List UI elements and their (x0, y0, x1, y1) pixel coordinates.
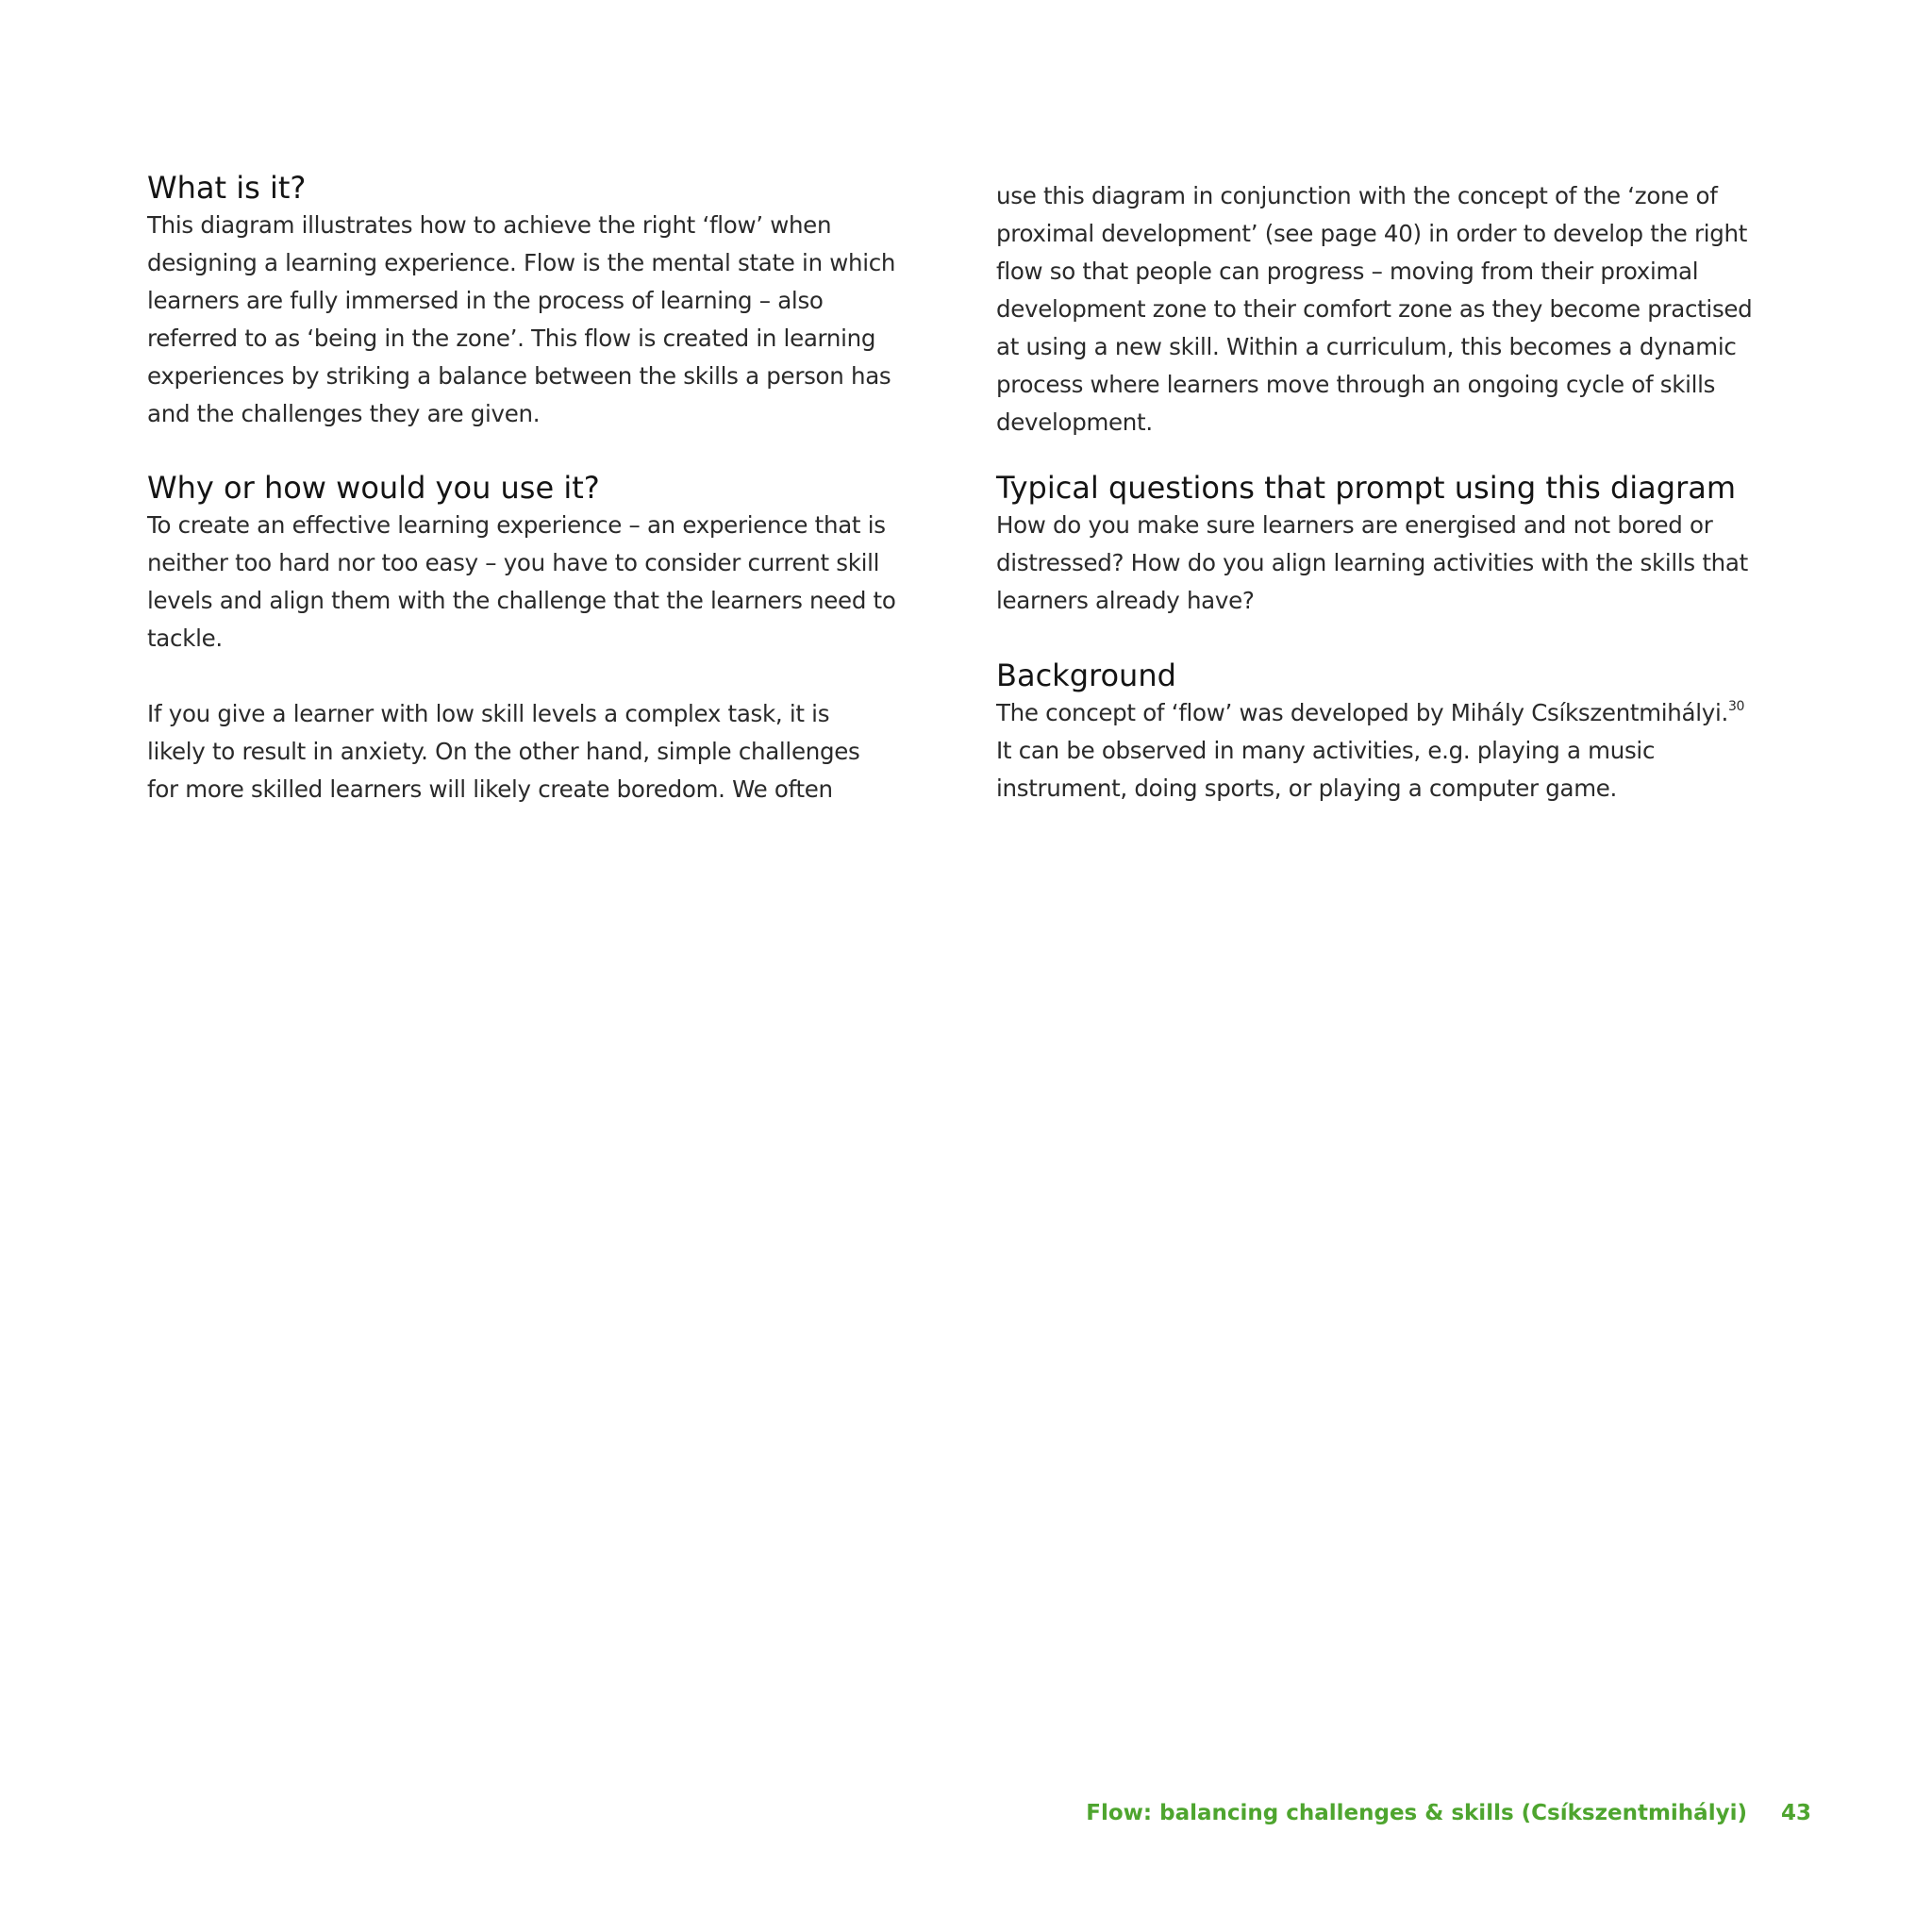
text-line: use this diagram in conjunction with the concept of the ‘zone of (996, 182, 1718, 209)
why-use-paragraph-1 (147, 507, 949, 658)
why-use-heading: Why or how would you use it? (147, 470, 600, 506)
text-line: neither too hard nor too easy – you have to consider current skill (147, 549, 880, 576)
text-line: likely to result in anxiety. On the other hand, simple challenges (147, 738, 860, 765)
text-line: levels and align them with the challenge that the learners need to (147, 587, 896, 614)
text-line (996, 694, 1798, 732)
text-line: development. (996, 408, 1153, 436)
text-line: at using a new skill. Within a curriculum, this becomes a dynamic (996, 333, 1737, 360)
footnote-marker: 30 (1727, 699, 1745, 714)
background-heading: Background (996, 658, 1176, 693)
text-line: distressed? How do you align learning activities with the skills that (996, 549, 1748, 576)
text-line: development zone to their comfort zone as they become practised (996, 295, 1753, 323)
footer-title: Flow: balancing challenges & skills (Csíkszentmihályi) (1086, 1801, 1747, 1825)
page-footer (1086, 1794, 1811, 1832)
text-line: flow so that people can progress – moving from their proximal (996, 258, 1699, 285)
typical-questions-paragraph (996, 507, 1798, 620)
text-line: learners are fully immersed in the process of learning – also (147, 287, 824, 314)
text-line: If you give a learner with low skill levels a complex task, it is (147, 700, 830, 727)
what-is-it-section (147, 169, 949, 433)
text-line: tackle. (147, 625, 223, 652)
why-use-paragraph-2 (147, 695, 949, 808)
typical-questions-heading: Typical questions that prompt using this diagram (996, 470, 1736, 506)
page-number: 43 (1780, 1801, 1811, 1825)
text-line: and the challenges they are given. (147, 400, 541, 427)
text-line: It can be observed in many activities, e.g. playing a music (996, 737, 1656, 764)
background-section (996, 657, 1798, 808)
what-is-it-heading: What is it? (147, 170, 307, 206)
background-paragraph (996, 694, 1798, 808)
background-first-line: The concept of ‘flow’ was developed by Mihály Csíkszentmihályi. (996, 699, 1728, 726)
continued-section (996, 177, 1798, 441)
text-line: This diagram illustrates how to achieve the right ‘flow’ when (147, 211, 832, 239)
text-line: designing a learning experience. Flow is the mental state in which (147, 249, 896, 276)
text-line: How do you make sure learners are energised and not bored or (996, 511, 1713, 539)
text-line: process where learners move through an ongoing cycle of skills (996, 371, 1716, 398)
why-use-section (147, 469, 949, 808)
text-line: experiences by striking a balance between the skills a person has (147, 362, 891, 390)
text-line: To create an effective learning experience – an experience that is (147, 511, 886, 539)
typical-questions-section (996, 469, 1798, 620)
text-line: proximal development’ (see page 40) in order to develop the right (996, 220, 1748, 247)
text-line: referred to as ‘being in the zone’. This flow is created in learning (147, 325, 876, 352)
what-is-it-paragraph (147, 207, 949, 433)
text-line: for more skilled learners will likely create boredom. We often (147, 775, 833, 803)
continued-paragraph (996, 177, 1798, 441)
text-line: learners already have? (996, 587, 1255, 614)
text-line: instrument, doing sports, or playing a computer game. (996, 774, 1618, 802)
